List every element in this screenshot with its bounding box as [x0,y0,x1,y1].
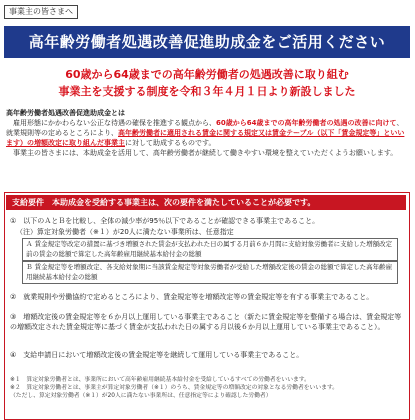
footnote-2: ※２ 算定対象労働者とは、事業主が算定対象労働者（※１）のうち、賃金規定等の増額改定の対象となる労働者をいいます。 [10,385,339,391]
condition-1-note: （注）算定対象労働者（※１）が20人に満たない事業所は、任意指定 [16,228,234,236]
intro-title: 高年齢労働者処遇改善促進助成金とは [6,109,125,117]
audience-tag: 事業主の皆さまへ [4,5,78,19]
intro-paragraph-1: 雇用形態にかかわらない公正な待遇の確保を推進する観点から、60歳から64歳までの高年齢労働者の処遇の改善に向けて、就業規則等の定めるところにより、高年齢労働者に適用される賃金に関する規定又は賃金テーブル（以下「賃金規定等」といいます）の増額改定に取り組んだ事業主に対して助成するものです。 [6,119,405,147]
condition-4: ④ 支給申請日において増額改定後の賃金規定等を継続して運用している事業主であること。 [10,351,304,359]
page-title: 高年齢労働者処遇改善促進助成金をご活用ください [4,26,410,58]
lead-line-2: 事業主を支援する制度を令和３年４月１日より新設しました [58,85,356,98]
footnote-1: ※１ 算定対象労働者とは、事業所において高年齢雇用継続基本給付金を受給しているすべての労働者をいいます。 [10,377,310,383]
footnotes [10,376,404,400]
condition-2: ② 就業規則や労働協約で定めるところにより、賃金規定等を増額改定等の賃金規定等を有する事業主であること。 [10,293,374,301]
condition-a: Ａ 賃金規定等改定の措置に基づき増額された賃金が支払われた日の属する月前６か月間に支給対象労働者に支給した増額改定前の賃金の総額で算定した高年齢雇用継続基本給付金の総額 [22,238,398,261]
lead-text [4,66,410,100]
condition-b: Ｂ 賃金規定等を増額改定、各支給対象期に当該賃金規定等対象労働者が受給した増額改定後の賃金の総額で算定した高年齢雇用継続基本給付金の総額 [22,261,398,284]
requirements-header: 支給要件 本助成金を受給する事業主は、次の要件を満たしていることが必要です。 [6,195,406,210]
footnote-3: （ただし、算定対象労働者（※１）が20人に満たない事業所は、任意指定等により確認した労働者） [10,393,272,399]
intro-paragraph-2: 事業主の皆さまには、本助成金を活用して、高年齢労働者が継続して働きやすい環境を整えていただくようお願いします。 [13,149,398,157]
condition-1: ① 以下のＡとＢを比較し、全体の減少率が95％以下であることが確認できる事業主であること。 [10,217,320,225]
condition-3: ③ 増額改定後の賃金規定等を６か月以上運用している事業主であること（新たに賃金規定等を整備する場合は、賃金規定等の増額改定された賃金規定等に基づく賃金が支払われた日の属する月以後６か月以上運用している事業主であること）。 [10,313,402,331]
intro-section [6,108,408,158]
lead-line-1: 60歳から64歳までの高年齢労働者の処遇改善に取り組む [65,68,349,81]
